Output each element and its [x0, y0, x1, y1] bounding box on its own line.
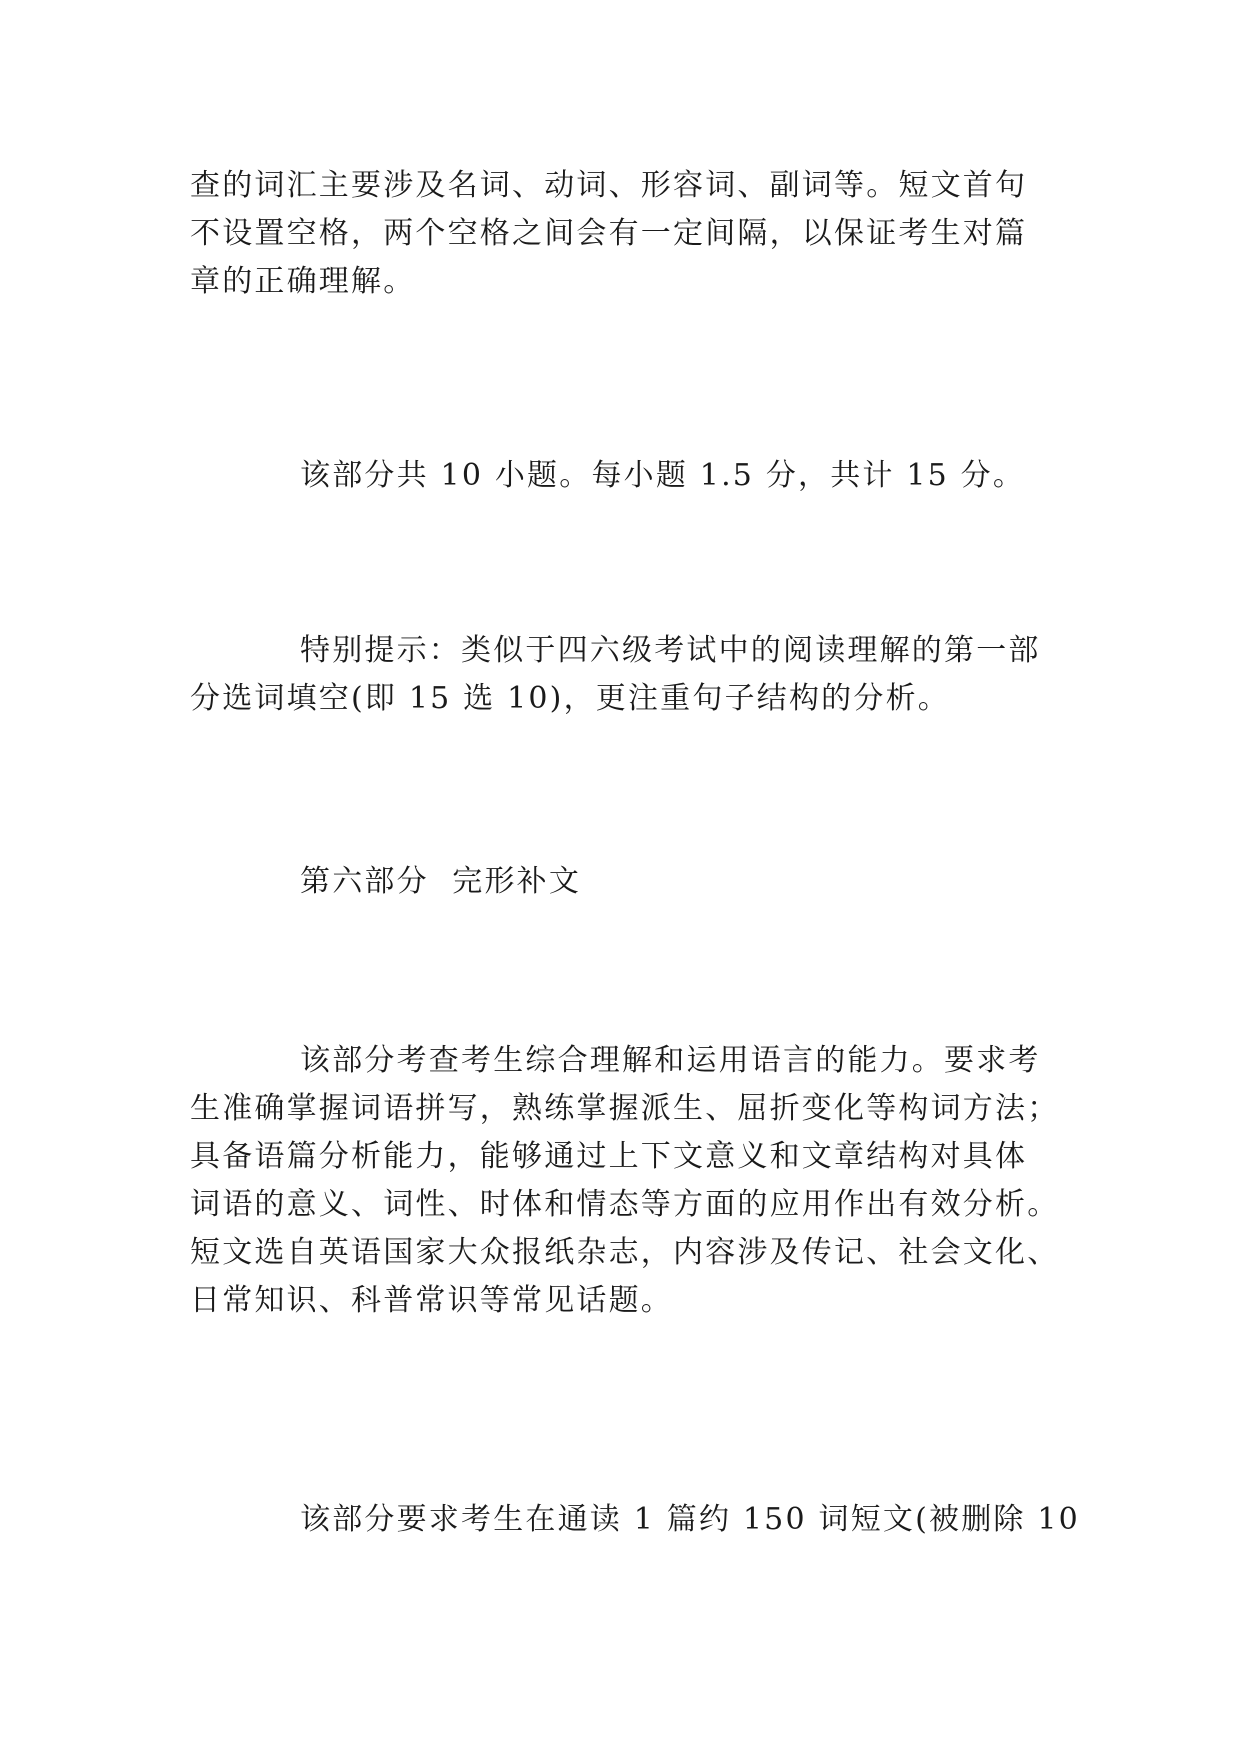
section-title: 第六部分 完形补文 — [300, 864, 582, 899]
text-line: 该部分要求考生在通读 1 篇约 150 词短文(被删除 10 — [300, 1502, 1080, 1537]
text-line: 不设置空格，两个空格之间会有一定间隔，以保证考生对篇 — [190, 216, 1028, 251]
text-line: 生准确掌握词语拼写，熟练掌握派生、屈折变化等构词方法； — [190, 1091, 1060, 1126]
text-line: 具备语篇分析能力，能够通过上下文意义和文章结构对具体 — [190, 1139, 1028, 1174]
paragraph-special-note — [190, 627, 1050, 723]
text-line: 章的正确理解。 — [190, 264, 416, 299]
paragraph-vocabulary-scope — [190, 162, 1050, 306]
text-line: 词语的意义、词性、时体和情态等方面的应用作出有效分析。 — [190, 1187, 1060, 1222]
text-line: 该部分考查考生综合理解和运用语言的能力。要求考 — [300, 1043, 1041, 1078]
text-line: 特别提示：类似于四六级考试中的阅读理解的第一部 — [300, 633, 1041, 668]
section-heading — [190, 858, 1050, 906]
text-line: 短文选自英语国家大众报纸杂志，内容涉及传记、社会文化、 — [190, 1235, 1060, 1270]
text-line: 该部分共 10 小题。每小题 1.5 分，共计 15 分。 — [300, 458, 1026, 493]
text-line: 分选词填空(即 15 选 10)，更注重句子结构的分析。 — [190, 681, 950, 716]
text-line: 查的词汇主要涉及名词、动词、形容词、副词等。短文首句 — [190, 168, 1028, 203]
paragraph-cloze-requirement — [190, 1496, 1080, 1544]
paragraph-cloze-description — [190, 1037, 1060, 1325]
paragraph-scoring — [190, 452, 1050, 500]
text-line: 日常知识、科普常识等常见话题。 — [190, 1283, 673, 1318]
